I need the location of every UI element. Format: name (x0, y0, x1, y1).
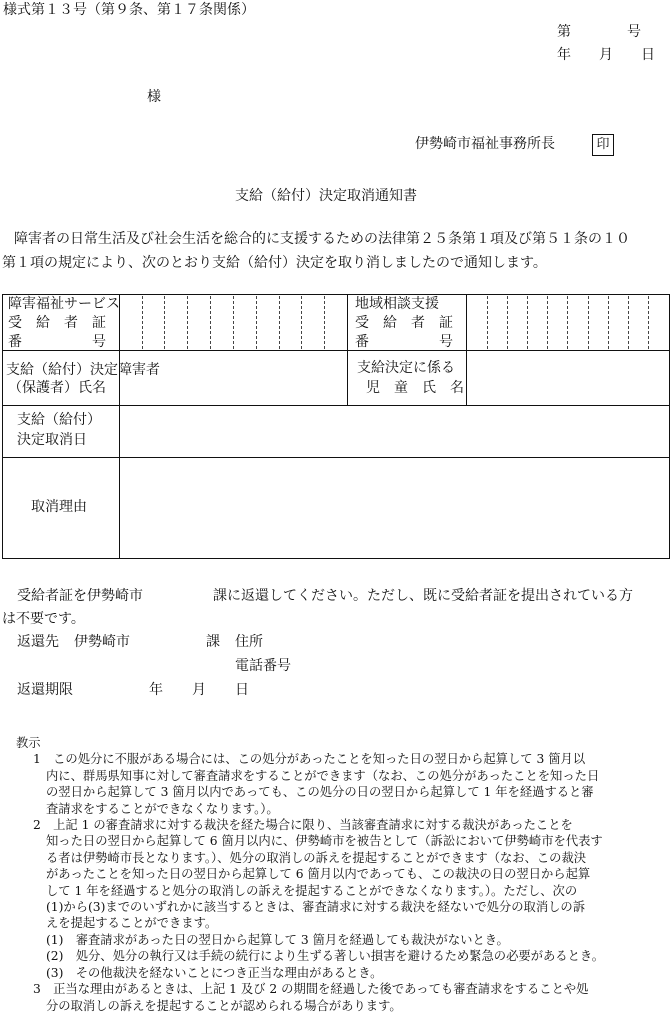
deadline-month: 月 (192, 682, 206, 698)
instruction-item1-line1: 1 この処分に不服がある場合には、この処分があったことを知った日の翌日から起算して 3 箇月以 (33, 752, 586, 767)
instruction-sub1: (1) 審査請求があった日の翌日から起算して 3 箇月を経過しても裁決がないとき。 (46, 932, 509, 947)
issuer-name: 伊勢崎市福祉事務所長 (415, 136, 555, 152)
child-name-label-2: 児 童 氏 名 (366, 380, 464, 396)
instruction-item1-line2: 内に、群馬県知事に対して審査請求をすることができます（なお、この処分があったことを知った日 (46, 768, 600, 783)
deadline-label: 返還期限 (17, 682, 73, 698)
instruction-sub2: (2) 処分、処分の執行又は手続の続行により生ずる著しい損害を避けるため緊急の必要があるとき。 (46, 949, 604, 964)
document-title: 支給（給付）決定取消通知書 (235, 188, 417, 204)
instruction-item2-line4: があったことを知った日の翌日から起算して 6 箇月以内であっても、この裁決の日の翌日から起算 (46, 867, 591, 882)
cancel-date-label-2: 決定取消日 (17, 432, 87, 448)
decided-person-label-1: 支給（給付）決定障害者 (6, 362, 160, 378)
document-number: 第 号 (557, 24, 641, 40)
instruction-sub3: (3) その他裁決を経ないことにつき正当な理由があるとき。 (46, 965, 383, 980)
instruction-item2-line5: して 1 年を経過すると処分の取消しの訴えを提起することができなくなります。）。ただし、次の (46, 883, 578, 898)
instruction-item1-line3: の翌日から起算して 3 箇月以内であっても、この処分の日の翌日から起算して 1 年を経過すると審 (46, 785, 594, 800)
return-to-section: 課 (206, 634, 220, 650)
return-to-label: 返還先 (17, 634, 59, 650)
instruction-item1-line4: 査請求をすることができなくなります。）。 (46, 801, 279, 816)
return-instruction-line1: 受給者証を伊勢崎市 課に返還してください。ただし、既に受給者証を提出されている方 (17, 588, 633, 604)
instruction-item3-line2: 分の取消しの訴えを提起することが認められる場合があります。 (46, 998, 402, 1013)
address-label: 住所 (235, 634, 263, 650)
instruction-heading: 教示 (16, 736, 41, 750)
instruction-item3-line1: 3 正当な理由があるときは、上記 1 及び 2 の期間を経過した後であっても審査請求をすることや処 (33, 982, 589, 997)
phone-label: 電話番号 (235, 658, 291, 674)
cons-cert-label-2: 受 給 者 証 (355, 315, 453, 331)
decided-person-label-2: （保護者）氏名 (8, 380, 106, 396)
instruction-item2-line6: (1)から(3)までのいずれかに該当するときは、審査請求に対する裁決を経ないで処分の取消しの訴 (46, 900, 586, 915)
svc-cert-label-1: 障害福祉サービス (8, 296, 120, 312)
cons-cert-label-3: 番 号 (355, 334, 453, 350)
cancel-date-label-1: 支給（給付） (17, 412, 101, 428)
addressee-suffix: 様 (147, 89, 161, 105)
instruction-section (16, 735, 664, 1014)
body-text-line1: 障害者の日常生活及び社会生活を総合的に支援するための法律第２５条第１項及び第５１条の１０ (14, 231, 630, 247)
seal-mark: 印 (592, 134, 614, 156)
body-text-line2: 第１項の規定により、次のとおり支給（給付）決定を取り消しましたので通知します。 (2, 255, 547, 271)
child-name-label-1: 支給決定に係る (357, 360, 455, 376)
return-instruction-line2: は不要です。 (2, 611, 85, 627)
instruction-item2-line1: 2 上記 1 の審査請求に対する裁決を経た場合に限り、当該審査請求に対する裁決があったことを (33, 818, 573, 833)
cancel-reason-label: 取消理由 (31, 499, 87, 515)
form-number: 様式第１３号（第９条、第１７条関係） (3, 2, 255, 18)
issue-date: 年 月 日 (557, 47, 655, 63)
instruction-item2-line2: 知った日の翌日から起算して 6 箇月以内に、伊勢崎市を被告として（訴訟において伊勢崎市を代表す (46, 834, 603, 849)
cons-cert-label-1: 地域相談支援 (355, 296, 439, 312)
instruction-item2-line7: えを提起することができます。 (46, 916, 218, 931)
svc-cert-label-2: 受 給 者 証 (8, 315, 106, 331)
instruction-item2-line3: る者は伊勢崎市長となります。）、処分の取消しの訴えを提起することができます（なお、この裁決 (46, 850, 587, 865)
svc-cert-label-3: 番 号 (8, 334, 106, 350)
deadline-year: 年 (149, 682, 163, 698)
deadline-day: 日 (235, 682, 249, 698)
return-to-city: 伊勢崎市 (74, 634, 130, 650)
